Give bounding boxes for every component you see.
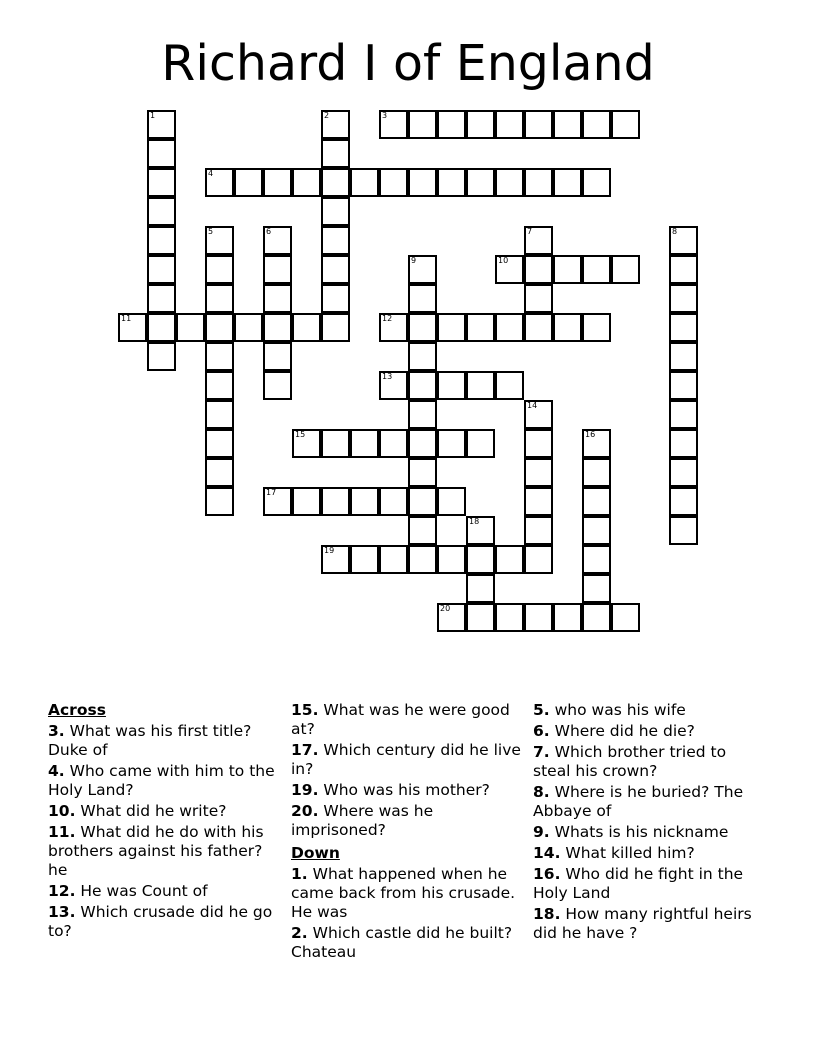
clue-text: Which century did he live in?	[291, 741, 521, 778]
clue-text: What was he were good at?	[291, 701, 510, 738]
grid-cell[interactable]	[379, 168, 408, 197]
grid-cell[interactable]	[263, 168, 292, 197]
grid-cell[interactable]	[147, 255, 176, 284]
clue-number: 13	[382, 372, 393, 381]
clue-number: 4	[208, 169, 214, 178]
grid-cell[interactable]	[234, 168, 263, 197]
grid-cell[interactable]	[147, 313, 176, 342]
grid-cell[interactable]	[466, 168, 495, 197]
grid-cell[interactable]	[553, 255, 582, 284]
grid-cell[interactable]	[553, 110, 582, 139]
clue-number-label: 5.	[533, 701, 550, 719]
grid-cell[interactable]	[408, 487, 437, 516]
grid-cell[interactable]	[582, 574, 611, 603]
clue-text: What did he write?	[80, 802, 227, 820]
grid-cell[interactable]	[669, 255, 698, 284]
grid-cell[interactable]	[582, 516, 611, 545]
clue-text: What happened when he came back from his crusade. He was	[291, 865, 516, 921]
clue-item	[533, 701, 763, 720]
grid-cell[interactable]	[524, 429, 553, 458]
grid-cell[interactable]	[379, 313, 408, 342]
clue-column-2	[291, 701, 521, 964]
clue-number: 6	[266, 227, 272, 236]
grid-cell[interactable]	[495, 313, 524, 342]
grid-cell[interactable]	[321, 110, 350, 139]
clue-number-label: 17.	[291, 741, 319, 759]
grid-cell[interactable]	[524, 255, 553, 284]
clue-text: Who was his mother?	[323, 781, 490, 799]
grid-cell[interactable]	[669, 458, 698, 487]
grid-cell[interactable]	[321, 197, 350, 226]
grid-cell[interactable]	[669, 400, 698, 429]
grid-cell[interactable]	[669, 516, 698, 545]
grid-cell[interactable]	[321, 139, 350, 168]
clue-number: 2	[324, 111, 330, 120]
grid-cell[interactable]	[437, 371, 466, 400]
grid-cell[interactable]	[408, 284, 437, 313]
clue-item	[48, 762, 278, 800]
grid-cell[interactable]	[205, 429, 234, 458]
grid-cell[interactable]	[669, 429, 698, 458]
clue-item	[533, 783, 763, 821]
grid-cell[interactable]	[147, 139, 176, 168]
grid-cell[interactable]	[495, 110, 524, 139]
grid-cell[interactable]	[466, 574, 495, 603]
clue-item	[533, 722, 763, 741]
grid-cell[interactable]	[437, 429, 466, 458]
grid-cell[interactable]	[205, 371, 234, 400]
grid-cell[interactable]	[205, 458, 234, 487]
grid-cell[interactable]	[263, 342, 292, 371]
grid-cell[interactable]	[350, 429, 379, 458]
clue-number: 8	[672, 227, 678, 236]
grid-cell[interactable]	[292, 313, 321, 342]
grid-cell[interactable]	[582, 545, 611, 574]
clue-text: What was his first title? Duke of	[48, 722, 252, 759]
page-title: Richard I of England	[161, 35, 655, 92]
clue-number: 19	[324, 546, 335, 555]
grid-cell[interactable]	[379, 110, 408, 139]
clue-number-label: 20.	[291, 802, 319, 820]
grid-cell[interactable]	[350, 168, 379, 197]
grid-cell[interactable]	[611, 110, 640, 139]
grid-cell[interactable]	[437, 545, 466, 574]
grid-cell[interactable]	[263, 313, 292, 342]
grid-cell[interactable]	[321, 255, 350, 284]
clue-item	[533, 743, 763, 781]
clue-number: 1	[150, 111, 156, 120]
clue-text: Which crusade did he go to?	[48, 903, 273, 940]
clue-text: Whats is his nickname	[554, 823, 729, 841]
grid-cell[interactable]	[379, 487, 408, 516]
grid-cell[interactable]	[524, 226, 553, 255]
grid-cell[interactable]	[524, 400, 553, 429]
grid-cell[interactable]	[466, 603, 495, 632]
grid-cell[interactable]	[292, 168, 321, 197]
grid-cell[interactable]	[234, 313, 263, 342]
clue-number-label: 8.	[533, 783, 550, 801]
grid-cell[interactable]	[437, 603, 466, 632]
grid-cell[interactable]	[408, 429, 437, 458]
clue-number: 7	[527, 227, 533, 236]
clue-number-label: 11.	[48, 823, 76, 841]
grid-cell[interactable]	[524, 603, 553, 632]
grid-cell[interactable]	[408, 342, 437, 371]
grid-cell[interactable]	[379, 371, 408, 400]
grid-cell[interactable]	[263, 255, 292, 284]
clue-number: 14	[527, 401, 538, 410]
grid-cell[interactable]	[292, 429, 321, 458]
clue-number-label: 2.	[291, 924, 308, 942]
grid-cell[interactable]	[408, 516, 437, 545]
clue-number: 18	[469, 517, 480, 526]
grid-cell[interactable]	[669, 371, 698, 400]
clue-number-label: 13.	[48, 903, 76, 921]
clue-item	[533, 905, 763, 943]
grid-cell[interactable]	[147, 284, 176, 313]
grid-cell[interactable]	[669, 313, 698, 342]
grid-cell[interactable]	[147, 110, 176, 139]
clue-text: who was his wife	[554, 701, 686, 719]
grid-cell[interactable]	[118, 313, 147, 342]
grid-cell[interactable]	[147, 168, 176, 197]
clue-number-label: 14.	[533, 844, 561, 862]
clue-text: Which brother tried to steal his crown?	[533, 743, 727, 780]
clue-number-label: 10.	[48, 802, 76, 820]
grid-cell[interactable]	[466, 545, 495, 574]
grid-cell[interactable]	[669, 226, 698, 255]
clue-number-label: 6.	[533, 722, 550, 740]
clue-text: Who did he fight in the Holy Land	[533, 865, 744, 902]
grid-cell[interactable]	[611, 603, 640, 632]
clue-number: 20	[440, 604, 451, 613]
grid-cell[interactable]	[321, 313, 350, 342]
grid-cell[interactable]	[263, 487, 292, 516]
clue-number: 12	[382, 314, 393, 323]
across-heading: Across	[48, 701, 106, 719]
clue-text: He was Count of	[80, 882, 208, 900]
grid-cell[interactable]	[321, 487, 350, 516]
grid-cell[interactable]	[524, 545, 553, 574]
grid-cell[interactable]	[350, 487, 379, 516]
grid-cell[interactable]	[205, 168, 234, 197]
grid-cell[interactable]	[582, 429, 611, 458]
clue-number: 17	[266, 488, 277, 497]
grid-cell[interactable]	[582, 487, 611, 516]
clue-item	[291, 865, 521, 922]
grid-cell[interactable]	[524, 516, 553, 545]
grid-cell[interactable]	[553, 603, 582, 632]
clue-number-label: 19.	[291, 781, 319, 799]
grid-cell[interactable]	[205, 313, 234, 342]
clue-text: What did he do with his brothers against his father? he	[48, 823, 264, 879]
grid-cell[interactable]	[524, 284, 553, 313]
down-heading: Down	[291, 844, 340, 862]
grid-cell[interactable]	[205, 400, 234, 429]
clue-text: How many rightful heirs did he have ?	[533, 905, 752, 942]
clue-item	[291, 781, 521, 800]
grid-cell[interactable]	[524, 487, 553, 516]
grid-cell[interactable]	[292, 487, 321, 516]
grid-cell[interactable]	[147, 342, 176, 371]
grid-cell[interactable]	[495, 168, 524, 197]
grid-cell[interactable]	[669, 342, 698, 371]
grid-cell[interactable]	[437, 110, 466, 139]
clue-number-label: 4.	[48, 762, 65, 780]
grid-cell[interactable]	[524, 313, 553, 342]
clue-item	[48, 823, 278, 880]
clue-item	[48, 802, 278, 821]
clue-number-label: 15.	[291, 701, 319, 719]
clue-item	[48, 903, 278, 941]
clue-text: Where is he buried? The Abbaye of	[533, 783, 744, 820]
grid-cell[interactable]	[408, 110, 437, 139]
clue-number-label: 16.	[533, 865, 561, 883]
grid-cell[interactable]	[205, 226, 234, 255]
grid-cell[interactable]	[466, 313, 495, 342]
clue-item	[291, 924, 521, 962]
grid-cell[interactable]	[147, 197, 176, 226]
grid-cell[interactable]	[379, 545, 408, 574]
grid-cell[interactable]	[408, 545, 437, 574]
grid-cell[interactable]	[263, 226, 292, 255]
clue-column-3	[533, 701, 763, 945]
grid-cell[interactable]	[466, 110, 495, 139]
grid-cell[interactable]	[466, 371, 495, 400]
clue-number: 5	[208, 227, 214, 236]
clue-item	[533, 865, 763, 903]
grid-cell[interactable]	[582, 168, 611, 197]
grid-cell[interactable]	[350, 545, 379, 574]
grid-cell[interactable]	[408, 168, 437, 197]
grid-cell[interactable]	[321, 429, 350, 458]
grid-cell[interactable]	[379, 429, 408, 458]
grid-cell[interactable]	[408, 313, 437, 342]
grid-cell[interactable]	[582, 255, 611, 284]
grid-cell[interactable]	[408, 371, 437, 400]
grid-cell[interactable]	[495, 545, 524, 574]
grid-cell[interactable]	[611, 255, 640, 284]
grid-cell[interactable]	[321, 545, 350, 574]
grid-cell[interactable]	[466, 429, 495, 458]
clue-item	[291, 802, 521, 840]
grid-cell[interactable]	[582, 313, 611, 342]
grid-cell[interactable]	[263, 284, 292, 313]
grid-cell[interactable]	[205, 255, 234, 284]
clue-number-label: 12.	[48, 882, 76, 900]
clue-item	[533, 823, 763, 842]
grid-cell[interactable]	[466, 516, 495, 545]
grid-cell[interactable]	[321, 226, 350, 255]
grid-cell[interactable]	[176, 313, 205, 342]
clue-number: 10	[498, 256, 509, 265]
grid-cell[interactable]	[524, 458, 553, 487]
grid-cell[interactable]	[582, 110, 611, 139]
grid-cell[interactable]	[524, 110, 553, 139]
clue-item	[48, 882, 278, 901]
clue-text: Where was he imprisoned?	[291, 802, 434, 839]
clue-number: 15	[295, 430, 306, 439]
grid-cell[interactable]	[408, 400, 437, 429]
grid-cell[interactable]	[582, 458, 611, 487]
grid-cell[interactable]	[495, 603, 524, 632]
clue-number-label: 1.	[291, 865, 308, 883]
grid-cell[interactable]	[437, 313, 466, 342]
clue-item	[291, 741, 521, 779]
clue-text: Where did he die?	[554, 722, 695, 740]
grid-cell[interactable]	[582, 603, 611, 632]
clue-number: 3	[382, 111, 388, 120]
grid-cell[interactable]	[321, 284, 350, 313]
clue-number: 9	[411, 256, 417, 265]
clue-item	[533, 844, 763, 863]
grid-cell[interactable]	[669, 284, 698, 313]
clue-text: Who came with him to the Holy Land?	[48, 762, 275, 799]
clue-item	[291, 701, 521, 739]
grid-cell[interactable]	[553, 168, 582, 197]
grid-cell[interactable]	[408, 458, 437, 487]
clue-column-1	[48, 701, 278, 943]
grid-cell[interactable]	[147, 226, 176, 255]
grid-cell[interactable]	[669, 487, 698, 516]
grid-cell[interactable]	[205, 487, 234, 516]
grid-cell[interactable]	[553, 313, 582, 342]
clue-number: 16	[585, 430, 596, 439]
grid-cell[interactable]	[205, 284, 234, 313]
grid-cell[interactable]	[263, 371, 292, 400]
clue-text: What killed him?	[565, 844, 695, 862]
clue-number-label: 3.	[48, 722, 65, 740]
clue-number-label: 18.	[533, 905, 561, 923]
grid-cell[interactable]	[495, 255, 524, 284]
clue-number-label: 9.	[533, 823, 550, 841]
grid-cell[interactable]	[437, 168, 466, 197]
grid-cell[interactable]	[495, 371, 524, 400]
grid-cell[interactable]	[437, 487, 466, 516]
clue-item	[48, 722, 278, 760]
grid-cell[interactable]	[524, 168, 553, 197]
clue-number-label: 7.	[533, 743, 550, 761]
clue-number: 11	[121, 314, 132, 323]
grid-cell[interactable]	[205, 342, 234, 371]
grid-cell[interactable]	[321, 168, 350, 197]
grid-cell[interactable]	[408, 255, 437, 284]
clue-text: Which castle did he built? Chateau	[291, 924, 513, 961]
